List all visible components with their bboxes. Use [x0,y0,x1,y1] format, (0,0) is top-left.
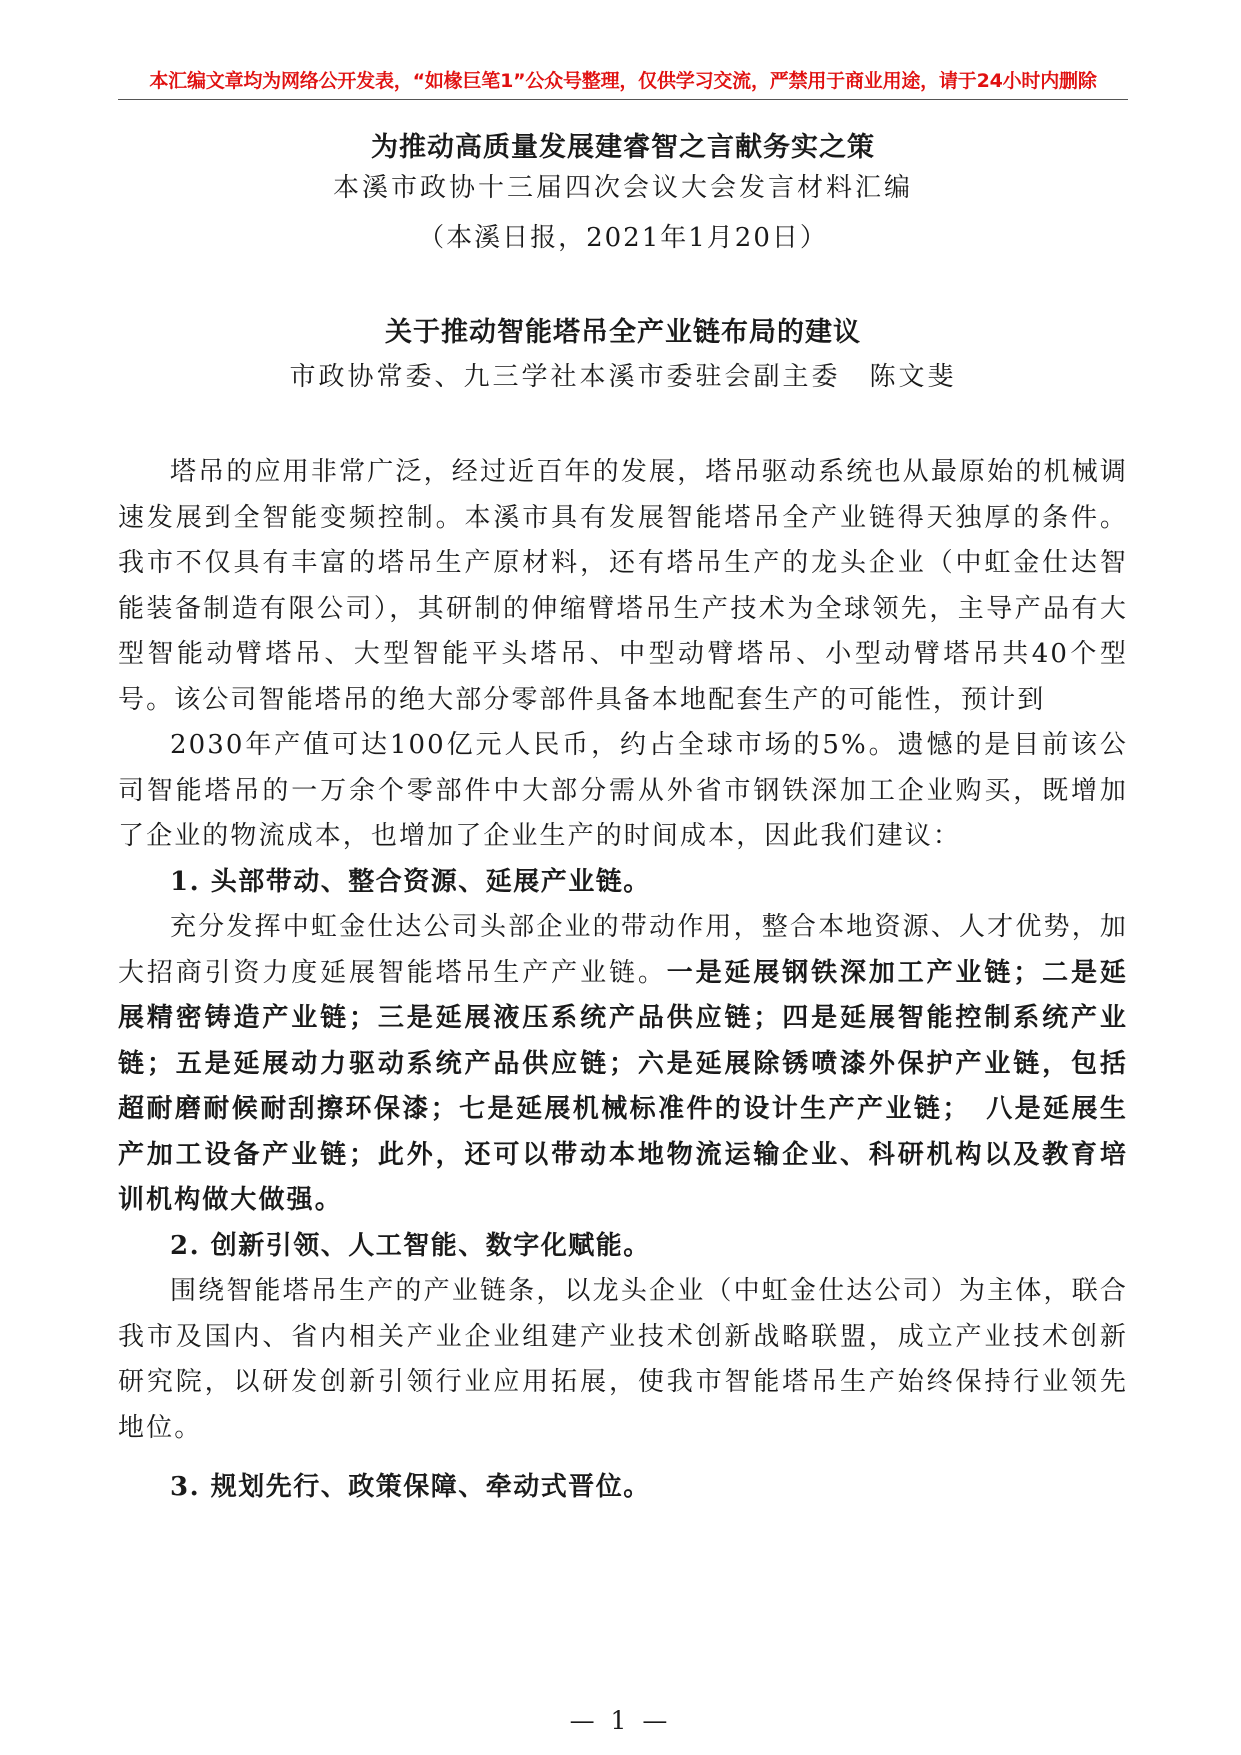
paragraph-3-bold-list: 一是延展钢铁深加工产业链；二是延展精密铸造产业链；三是延展液压系统产品供应链；四是延展智能控制系统产业链；五是延展动力驱动系统产品供应链；六是延展除锈喷漆外保护产业链，包括超耐磨耐候耐刮擦环保漆；七是延展机械标准件的设计生产产业链； 八是延展生产加工设备产业链；此外，还可以带动本地物流运输企业、科研机构以及教育培训机构做大做强。 [118,957,1128,1215]
section-heading-1: 1. 头部带动、整合资源、延展产业链。 [170,866,651,897]
section-heading-3: 3. 规划先行、政策保障、牵动式晋位。 [170,1472,651,1502]
paragraph-2: 2030年产值可达100亿元人民币，约占全球市场的5%。遗憾的是目前该公司智能塔吊的一万余个零部件中大部分需从外省市钢铁深加工企业购买，既增加了企业的物流成本，也增加了企业生产的时间成本，因此我们建议： [118,730,1128,851]
section-heading-2: 2. 创新引领、人工智能、数字化赋能。 [170,1230,651,1261]
paragraph-3 [118,905,1128,1224]
copyright-notice: 本汇编文章均为网络公开发表，“如椽巨笔1”公众号整理，仅供学习交流，严禁用于商业用途，请于24小时内删除 [149,70,1097,92]
paragraph-4: 围绕智能塔吊生产的产业链条，以龙头企业（中虹金仕达公司）为主体，联合我市及国内、省内相关产业企业组建产业技术创新战略联盟，成立产业技术创新研究院，以研发创新引领行业应用拓展，使我市智能塔吊生产始终保持行业领先地位。 [118,1276,1128,1443]
header-rule [118,99,1128,100]
source-line: （本溪日报，2021年1月20日） [418,223,828,253]
paragraph-3-text: 充分发挥中虹金仕达公司头部企业的带动作用，整合本地资源、人才优势，加大招商引资力度延展智能塔吊生产产业链。 [118,912,1128,988]
proposal-author: 市政协常委、九三学社本溪市委驻会副主委 陈文斐 [289,362,957,392]
compilation-subtitle: 本溪市政协十三届四次会议大会发言材料汇编 [332,173,913,203]
spacer [118,1451,1128,1465]
document-body [118,450,1128,1511]
proposal-title: 关于推动智能塔吊全产业链布局的建议 [385,317,861,348]
compilation-title: 为推动高质量发展建睿智之言献务实之策 [371,132,875,163]
page-number: — 1 — [569,1706,672,1735]
paragraph-1: 塔吊的应用非常广泛，经过近百年的发展，塔吊驱动系统也从最原始的机械调速发展到全智能变频控制。本溪市具有发展智能塔吊全产业链得天独厚的条件。我市不仅具有丰富的塔吊生产原材料，还有塔吊生产的龙头企业（中虹金仕达智能装备制造有限公司），其研制的伸缩臂塔吊生产技术为全球领先，主导产品有大型智能动臂塔吊、大型智能平头塔吊、中型动臂塔吊、小型动臂塔吊共40个型号。该公司智能塔吊的绝大部分零部件具备本地配套生产的可能性，预计到 [118,457,1128,715]
